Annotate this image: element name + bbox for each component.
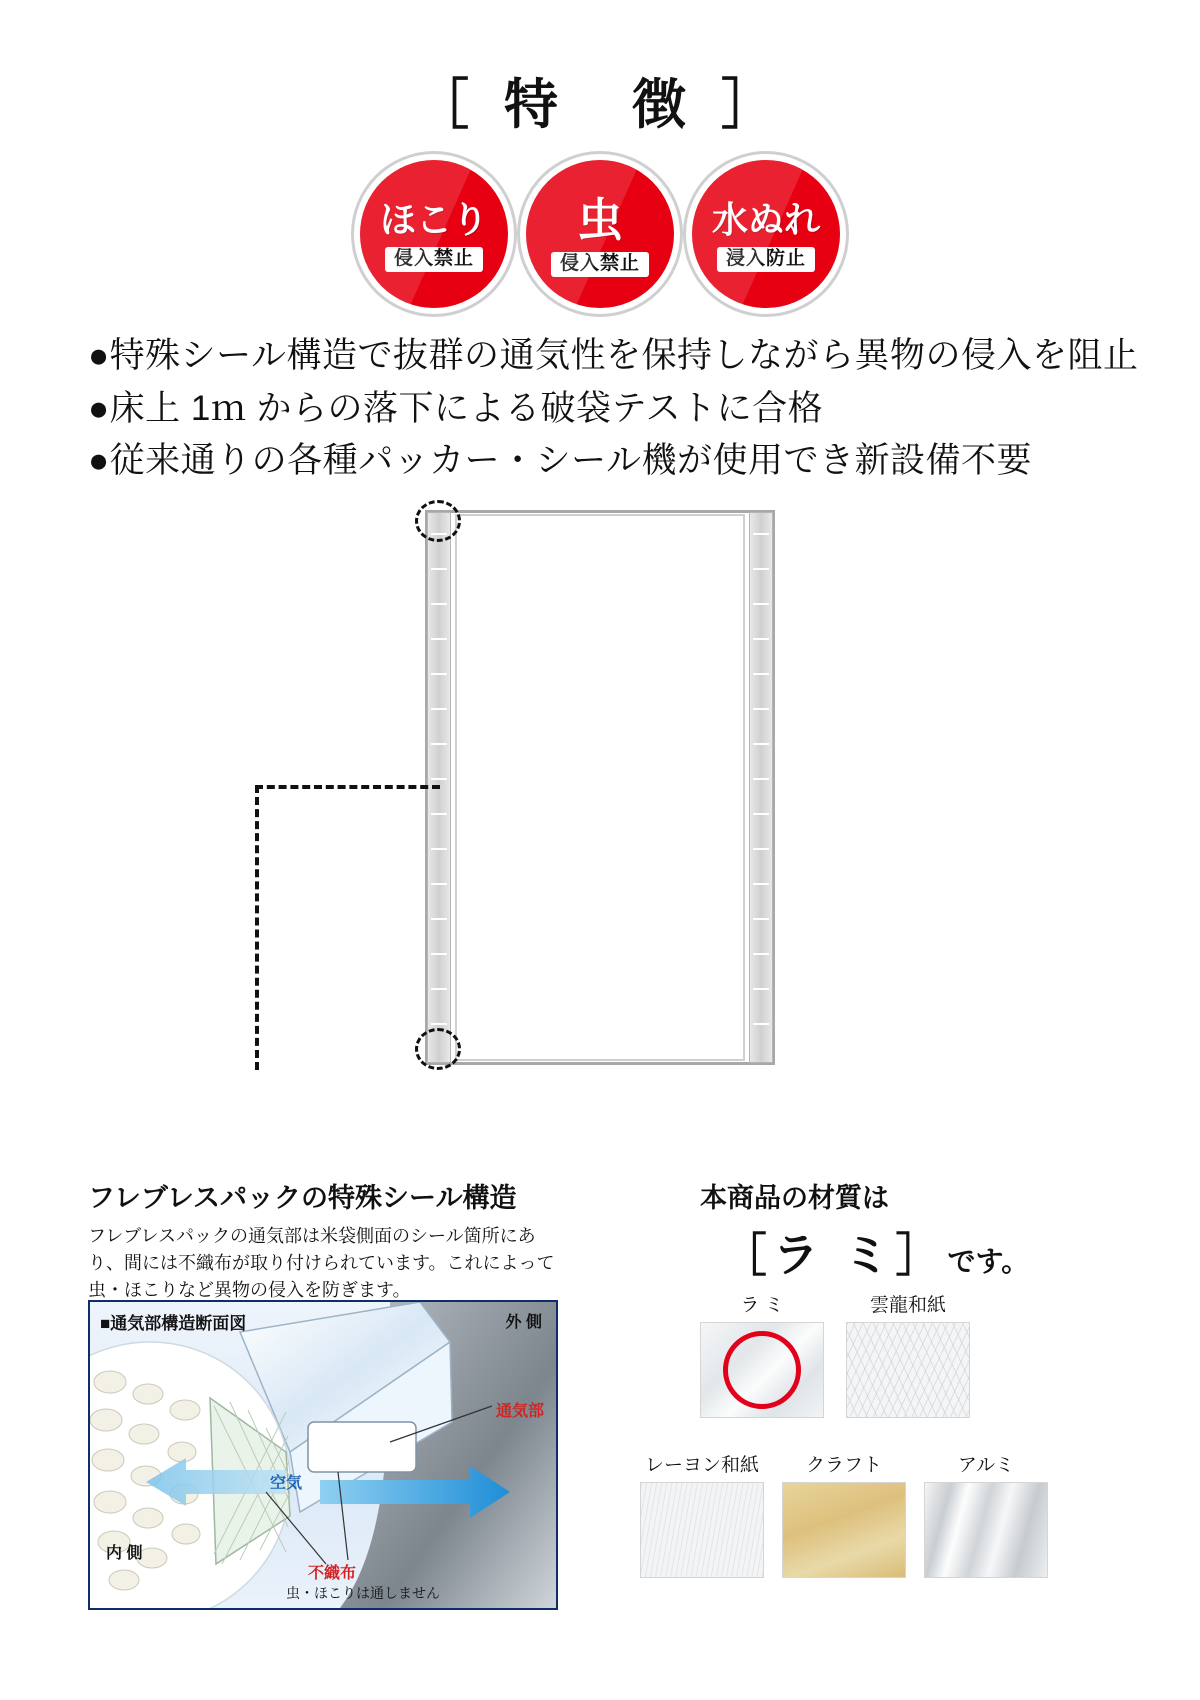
feature-item-3: ●従来通りの各種パッカー・シール機が使用でき新設備不要 [88, 441, 1032, 480]
swatch-lami-label: ラ ミ [740, 1295, 784, 1316]
diagram-label-inside: 内 側 [106, 1545, 143, 1562]
badge-insect-sublabel: 侵入禁止 [551, 252, 649, 278]
badge-dust-sublabel: 侵入禁止 [385, 247, 483, 273]
swatch-alumi[interactable] [924, 1450, 1048, 1578]
swatch-lami-image [700, 1322, 824, 1418]
swatch-alumi-image [924, 1482, 1048, 1578]
swatch-lami[interactable] [700, 1290, 824, 1418]
bag-illustration [0, 500, 1200, 1080]
diagram-title: ■通気部構造断面図 [100, 1314, 247, 1333]
badge-row [0, 160, 1200, 308]
bag-inner-outline [455, 514, 745, 1061]
leader-line-horizontal [255, 785, 440, 789]
swatch-rayon-label: レーヨン和紙 [644, 1455, 759, 1476]
swatch-unryu[interactable] [846, 1290, 970, 1418]
badge-insect [526, 160, 674, 308]
badge-dust [360, 160, 508, 308]
seal-structure-section [88, 1176, 558, 1304]
material-section [640, 1176, 1110, 1285]
material-heading: 本商品の材質は [700, 1183, 889, 1213]
swatch-rayon-image [640, 1482, 764, 1578]
swatch-kraft[interactable] [782, 1450, 906, 1578]
seal-structure-heading: フレブレスパックの特殊シール構造 [88, 1183, 517, 1213]
material-value-suffix: です。 [947, 1246, 1030, 1277]
diagram-label-nonwoven: 不織布 [308, 1565, 357, 1582]
material-bracket-close: ］ [895, 1229, 948, 1281]
diagram-label-vent: 通気部 [495, 1403, 544, 1420]
page-title: ［ 特 徴 ］ [414, 75, 785, 135]
material-value-row [640, 1219, 1110, 1285]
material-swatch-row-bottom [640, 1450, 1100, 1578]
swatch-kraft-label: クラフト [805, 1455, 882, 1476]
highlight-ellipse-bottom [415, 1028, 461, 1070]
diagram-label-note: 虫・ほこりは通しません [286, 1585, 440, 1601]
material-value: ラ ミ [772, 1229, 896, 1281]
badge-insect-label: 虫 [577, 193, 623, 246]
seal-strip-right [749, 512, 773, 1063]
swatch-rayon[interactable] [640, 1450, 764, 1578]
material-swatch-row-top [640, 1290, 1080, 1418]
swatch-unryu-image [846, 1322, 970, 1418]
swatch-unryu-label: 雲龍和紙 [869, 1295, 946, 1316]
leader-line-vertical [255, 785, 259, 1070]
highlight-ellipse-top [415, 500, 461, 542]
badge-water-sublabel: 浸入防止 [717, 247, 815, 273]
seal-structure-body: フレブレスパックの通気部は米袋側面のシール箇所にあり、間には不織布が取り付けられています。これによって虫・ほこりなど異物の侵入を防ぎます。 [88, 1226, 555, 1300]
feature-item-2: ●床上 1ｍ からの落下による破袋テストに合格 [88, 388, 824, 428]
cross-section-diagram [88, 1300, 558, 1610]
selected-circle-icon [723, 1331, 801, 1409]
swatch-alumi-label: アルミ [957, 1455, 1015, 1476]
badge-dust-label: ほこり [379, 198, 488, 240]
swatch-kraft-image [782, 1482, 906, 1578]
feature-list [88, 330, 1139, 488]
feature-item-1: ●特殊シール構造で抜群の通気性を保持しながら異物の侵入を阻止 [88, 336, 1139, 375]
diagram-label-air: 空気 [270, 1475, 303, 1492]
badge-water [692, 160, 840, 308]
diagram-label-outside: 外 側 [505, 1314, 542, 1331]
material-bracket-open: ［ [720, 1229, 773, 1281]
badge-water-label: 水ぬれ [711, 198, 820, 240]
